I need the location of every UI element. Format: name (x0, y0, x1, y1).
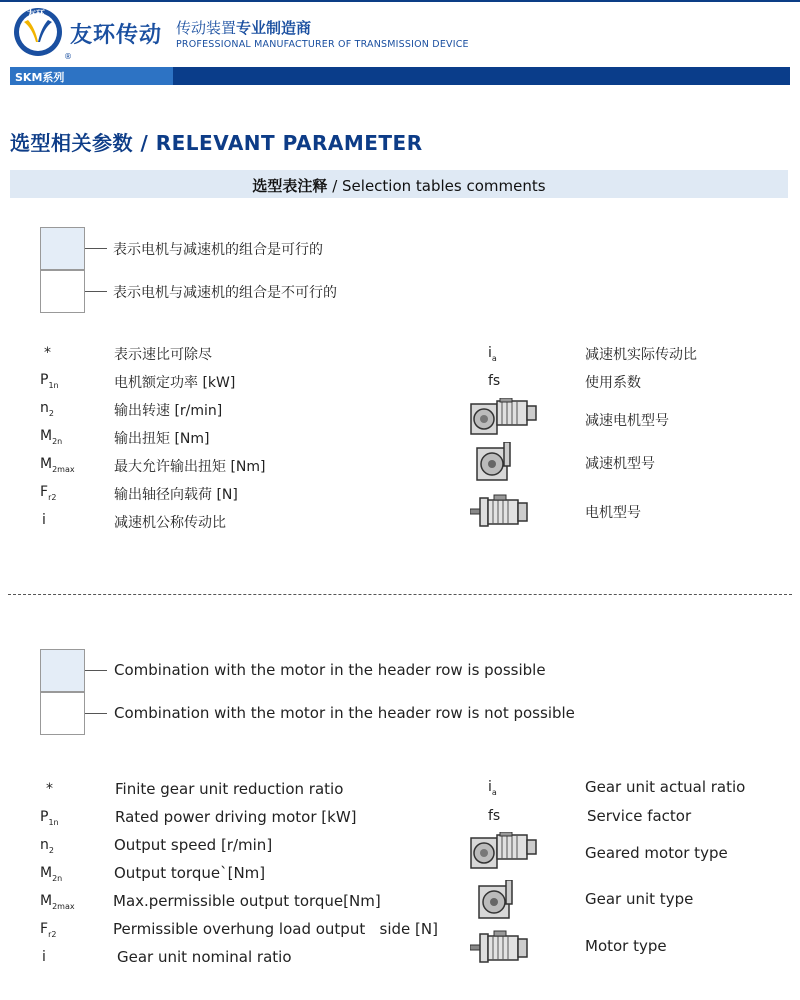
symbol-star: * (46, 781, 53, 797)
param-desc: Geared motor type (585, 844, 728, 862)
symbol-m2max (40, 456, 75, 474)
symbol-star: * (44, 345, 51, 361)
symbol-sub: 2n (52, 436, 63, 446)
symbol-i: i (42, 949, 46, 965)
symbol-fr2 (40, 484, 56, 502)
slogan-cn-part1: 传动装置 (176, 19, 237, 37)
symbol-fs: fs (488, 808, 501, 824)
param-desc: Rated power driving motor [kW] (115, 808, 357, 826)
param-desc: 电机额定功率 [kW] (114, 375, 236, 391)
geared-motor-icon (470, 398, 538, 438)
slogan-cn (176, 17, 311, 38)
legend-possible-swatch (40, 227, 85, 270)
symbol-main: M (40, 456, 53, 472)
param-desc: 输出转速 [r/min] (114, 403, 223, 419)
table-header-cn: 选型表注释 (252, 177, 328, 195)
param-desc: Output speed [r/min] (114, 836, 273, 854)
series-bar-dark (173, 67, 790, 85)
param-desc: 电机型号 (585, 505, 641, 521)
symbol-main: M (40, 428, 53, 444)
symbol-p1n (40, 372, 59, 390)
param-desc: 使用系数 (585, 375, 641, 391)
geared-motor-icon (470, 832, 538, 872)
legend-not-possible-text: 表示电机与减速机的组合是不可行的 (113, 285, 337, 301)
symbol-m2max (40, 893, 75, 911)
symbol-sub: a (491, 353, 497, 363)
param-desc: 减速机型号 (585, 456, 655, 472)
symbol-i: i (42, 512, 46, 528)
param-desc: 表示速比可除尽 (114, 347, 212, 363)
legend-leader-line (85, 713, 107, 714)
symbol-m2n (40, 865, 62, 883)
legend-not-possible-text: Combination with the motor in the header row is not possible (114, 704, 575, 722)
symbol-main: F (40, 921, 49, 937)
param-desc: Permissible overhung load output side [N] (113, 920, 438, 938)
symbol-main: M (40, 865, 53, 881)
company-logo-icon (12, 6, 64, 58)
symbol-main: i (488, 779, 492, 795)
legend-not-possible-swatch (40, 270, 85, 313)
param-desc: Max.permissible output torque[Nm] (113, 892, 381, 910)
registered-mark: ® (64, 52, 72, 61)
table-header-title (10, 175, 788, 196)
gear-unit-icon (478, 880, 514, 922)
legend-possible-text: 表示电机与减速机的组合是可行的 (113, 242, 323, 258)
symbol-main: F (40, 484, 49, 500)
param-desc: Output torque`[Nm] (114, 864, 266, 882)
slogan-en: PROFESSIONAL MANUFACTURER OF TRANSMISSION DEVICE (176, 39, 469, 50)
param-desc: 减速机实际传动比 (585, 347, 697, 363)
symbol-m2n (40, 428, 62, 446)
param-desc: 输出轴径向载荷 [N] (114, 487, 238, 503)
symbol-sub: 1n (48, 380, 59, 390)
param-desc: 减速机公称传动比 (114, 515, 226, 531)
symbol-n2 (40, 837, 54, 855)
top-border (0, 0, 800, 2)
symbol-fs: fs (488, 373, 501, 389)
param-desc: Gear unit actual ratio (585, 778, 746, 796)
symbol-main: P (40, 372, 49, 388)
symbol-p1n (40, 809, 59, 827)
param-desc: Gear unit type (585, 890, 694, 908)
symbol-sub: 2 (48, 408, 54, 418)
slogan-cn-part2: 专业制造商 (236, 19, 312, 37)
symbol-main: i (488, 345, 492, 361)
param-desc: Gear unit nominal ratio (117, 948, 292, 966)
page-title: 选型相关参数 / RELEVANT PARAMETER (10, 131, 423, 155)
symbol-sub: r2 (48, 929, 57, 939)
gear-unit-icon (476, 442, 512, 484)
symbol-n2 (40, 400, 54, 418)
legend-possible-swatch (40, 649, 85, 692)
legend-not-possible-swatch (40, 692, 85, 735)
symbol-fr2 (40, 921, 56, 939)
symbol-sub: 2max (52, 464, 75, 474)
motor-icon (470, 930, 528, 966)
param-desc: Motor type (585, 937, 667, 955)
symbol-sub: 2n (52, 873, 63, 883)
symbol-sub: 2max (52, 901, 75, 911)
symbol-ia (488, 345, 497, 363)
motor-icon (470, 494, 528, 530)
symbol-sub: 2 (48, 845, 54, 855)
table-header-en: / Selection tables comments (327, 177, 546, 195)
symbol-sub: 1n (48, 817, 59, 827)
legend-leader-line (85, 670, 107, 671)
symbol-main: P (40, 809, 49, 825)
symbol-main: M (40, 893, 53, 909)
logo-text: 友环 (27, 10, 46, 20)
brand-name: 友环传动 (70, 23, 163, 48)
series-label: SKM系列 (15, 71, 65, 84)
symbol-sub: r2 (48, 492, 57, 502)
param-desc: Service factor (587, 807, 692, 825)
symbol-main: n (40, 837, 49, 853)
symbol-sub: a (491, 787, 497, 797)
legend-leader-line (85, 248, 107, 249)
param-desc: 减速电机型号 (585, 413, 669, 429)
legend-leader-line (85, 291, 107, 292)
param-desc: 输出扭矩 [Nm] (114, 431, 210, 447)
legend-possible-text: Combination with the motor in the header row is possible (114, 661, 546, 679)
symbol-ia (488, 779, 497, 797)
param-desc: 最大允许输出扭矩 [Nm] (114, 459, 266, 475)
symbol-main: n (40, 400, 49, 416)
section-divider (8, 594, 792, 595)
param-desc: Finite gear unit reduction ratio (115, 780, 344, 798)
